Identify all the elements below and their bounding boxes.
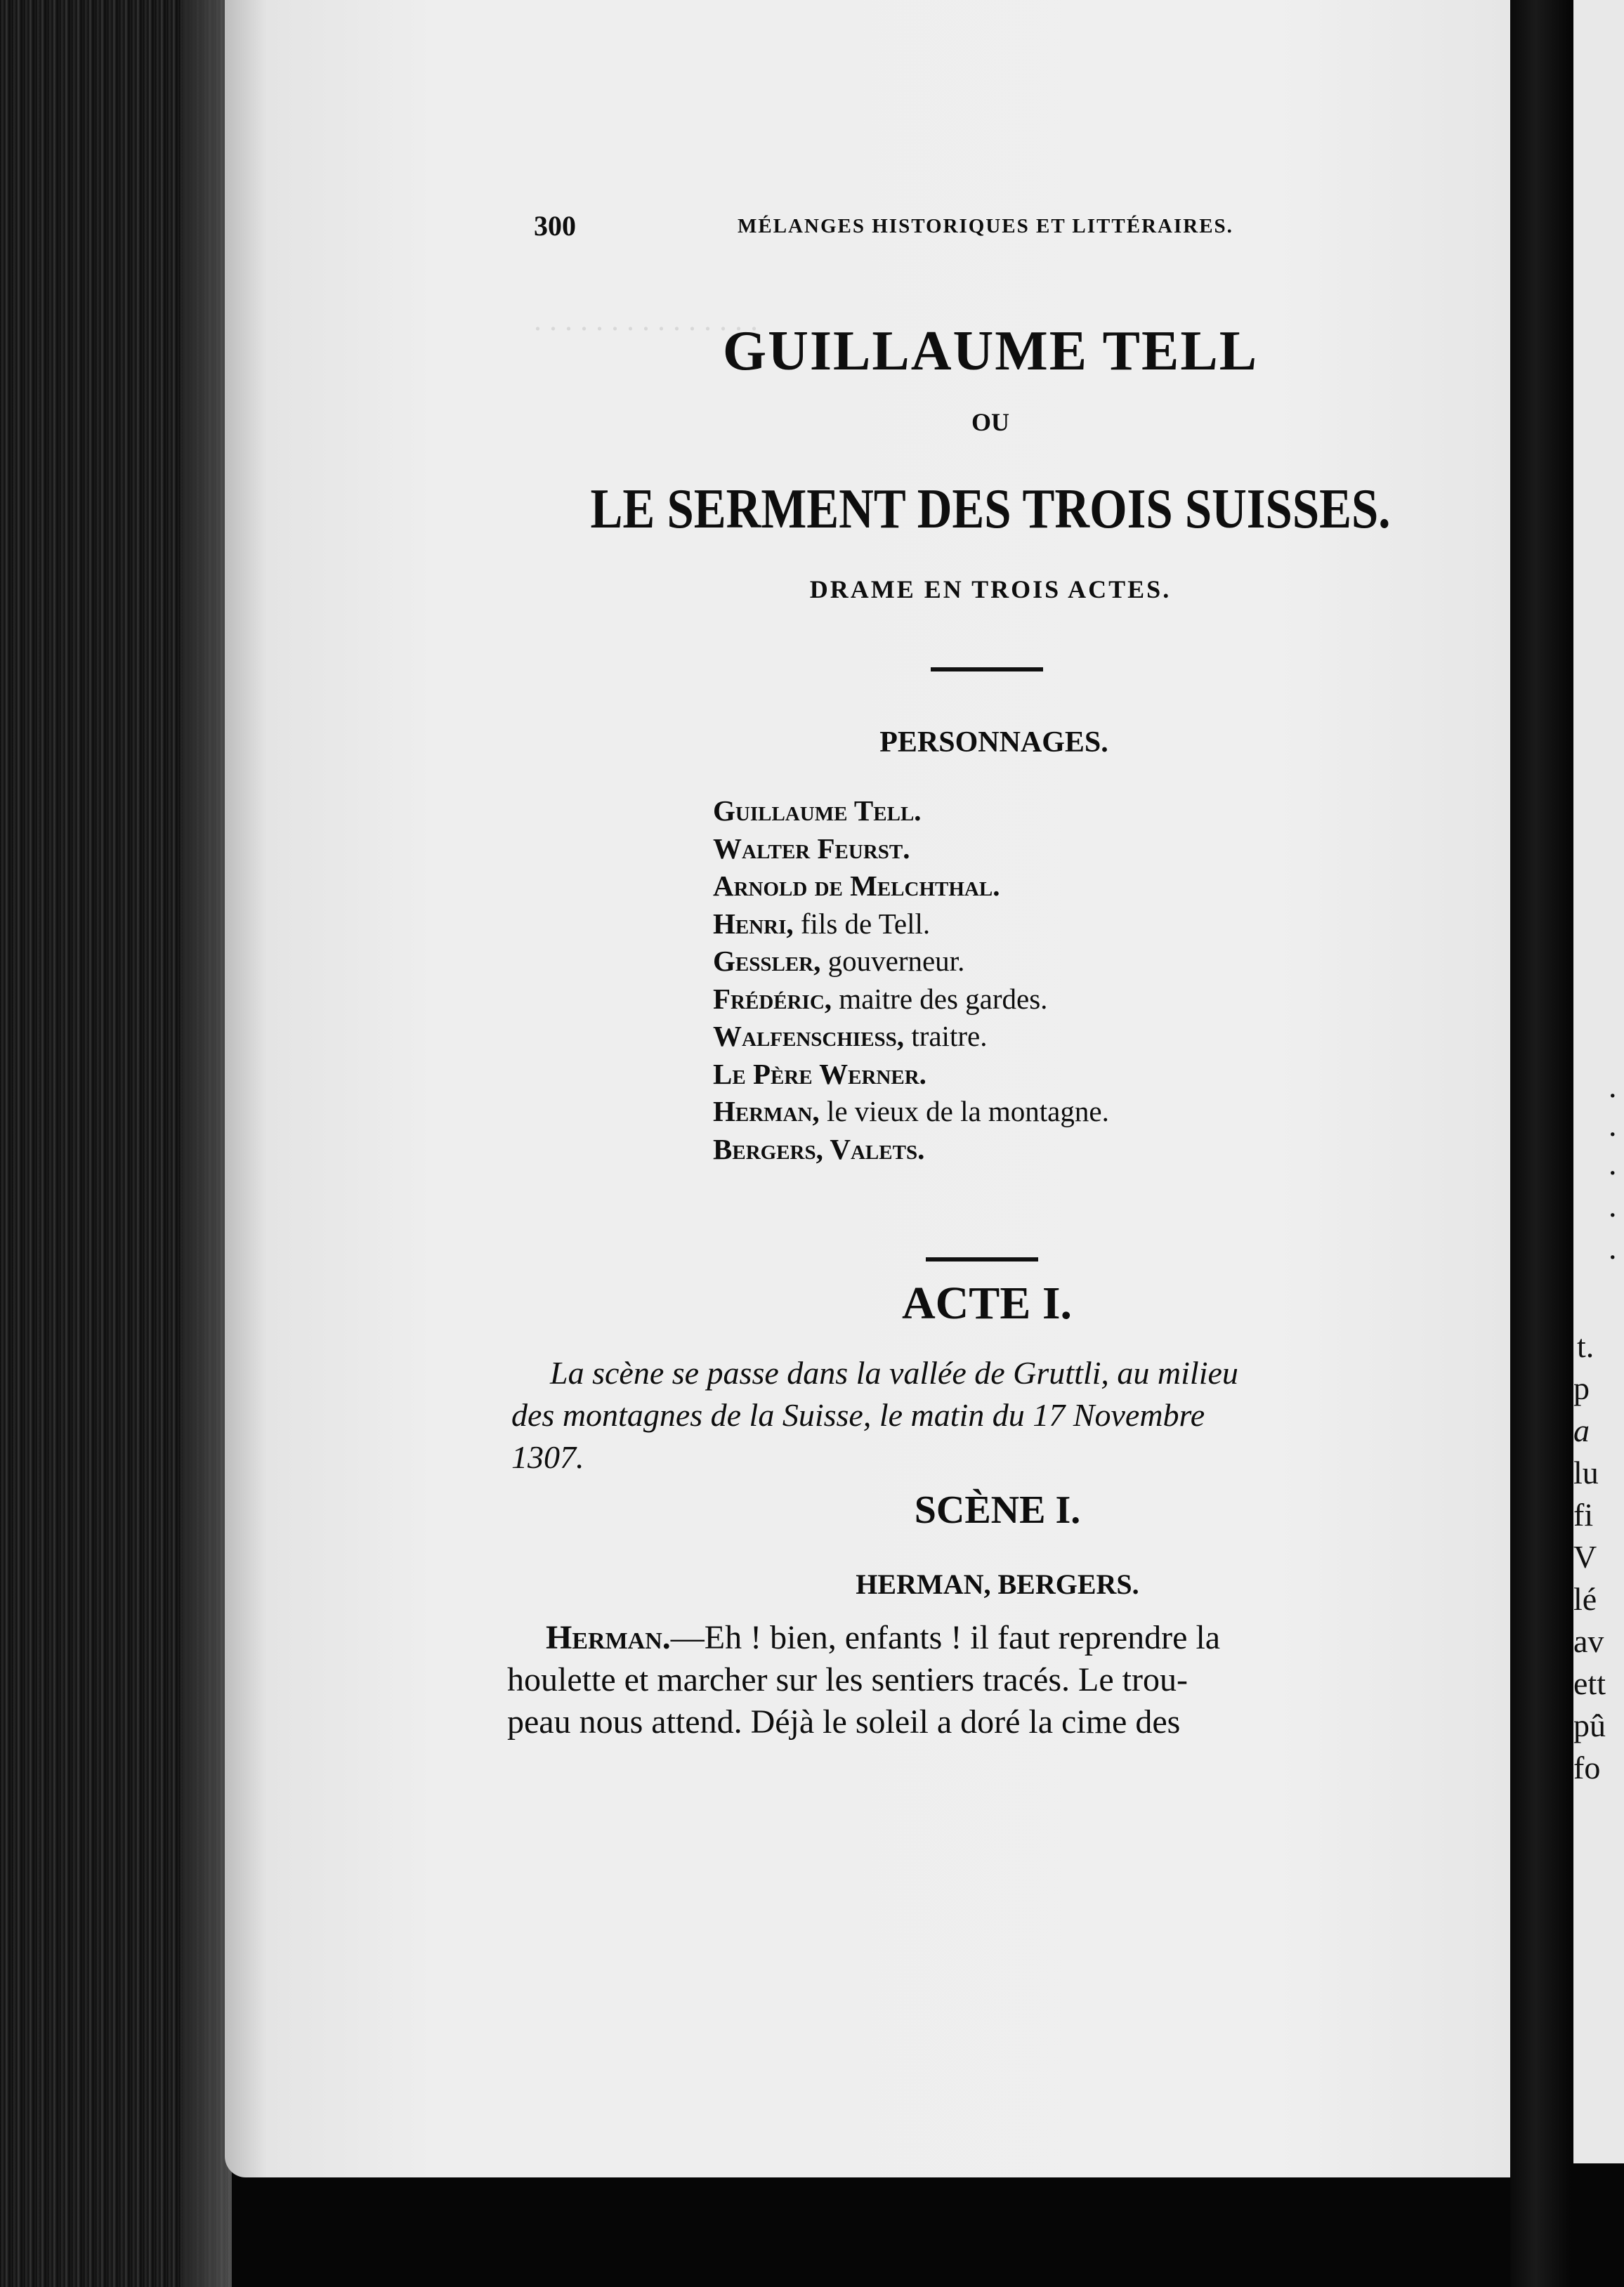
facing-text-fragment: fi	[1573, 1497, 1594, 1533]
facing-text-fragment: .	[1609, 1188, 1617, 1224]
facing-text-fragment: .	[1609, 1068, 1617, 1104]
cast-description: le vieux de la montagne.	[819, 1095, 1109, 1127]
cast-name: Walter Feurst.	[713, 832, 910, 865]
play-title-conjunction: OU	[971, 408, 1009, 436]
cast-item	[713, 905, 1486, 943]
cast-item	[713, 792, 1486, 830]
cast-name: Bergers, Valets.	[713, 1132, 925, 1165]
scene-heading: SCÈNE I.	[914, 1488, 1081, 1532]
play-title: GUILLAUME TELL	[722, 320, 1259, 382]
cast-name: Gessler,	[713, 945, 821, 977]
section-divider	[926, 1257, 1038, 1262]
facing-text-fragment: .	[1609, 1146, 1617, 1181]
facing-text-fragment: av	[1573, 1623, 1604, 1659]
cast-item	[713, 981, 1486, 1018]
play-subtitle: LE SERMENT DES TROIS SUISSES.	[590, 478, 1391, 540]
page-number: 300	[534, 210, 576, 242]
cast-name: Arnold de Melchthal.	[713, 870, 1000, 902]
facing-text-fragment: ett	[1573, 1665, 1606, 1701]
cast-item	[713, 867, 1486, 905]
setting-line: 1307.	[511, 1439, 584, 1475]
facing-text-fragment: V	[1573, 1539, 1597, 1575]
act-heading: ACTE I.	[901, 1278, 1073, 1329]
characters-heading: PERSONNAGES.	[879, 726, 1108, 759]
setting-line: La scène se passe dans la vallée de Gruttli, au milieu	[550, 1355, 1238, 1391]
running-head	[534, 209, 1447, 242]
facing-text-fragment: lé	[1573, 1581, 1597, 1617]
running-head-title: MÉLANGES HISTORIQUES ET LITTÉRAIRES.	[738, 215, 1233, 237]
book-binding-edge	[0, 0, 232, 2287]
cast-name: Herman,	[713, 1095, 820, 1127]
cast-item	[713, 830, 1486, 868]
bleed-through-text: . . . . . . . . . . . . . . .	[534, 303, 758, 337]
facing-text-fragment: .	[1609, 1230, 1617, 1266]
cast-item	[713, 1093, 1486, 1131]
play-genre: DRAME EN TROIS ACTES.	[809, 575, 1172, 603]
dialogue-line	[507, 1617, 1441, 1659]
facing-text-fragment: lu	[1573, 1455, 1599, 1490]
cast-name: Walfenschiess,	[713, 1020, 905, 1052]
cast-description: maitre des gardes.	[832, 982, 1048, 1015]
facing-text-fragment: pû	[1573, 1708, 1606, 1743]
speaker-name: Herman.	[546, 1619, 671, 1656]
dialogue-line: peau nous attend. Déjà le soleil a doré la cime des	[507, 1703, 1181, 1741]
facing-text-fragment: .	[1609, 1107, 1617, 1143]
facing-text-fragment: t.	[1577, 1328, 1594, 1364]
cast-item	[713, 1056, 1486, 1094]
cast-description: fils de Tell.	[793, 907, 931, 940]
section-divider	[931, 667, 1043, 671]
facing-text-fragment: a	[1573, 1413, 1590, 1448]
scene-characters: HERMAN, BERGERS.	[856, 1568, 1139, 1600]
setting-line: des montagnes de la Suisse, le matin du 17 Novembre	[511, 1397, 1205, 1433]
cast-item	[713, 943, 1486, 981]
cast-name: Frédéric,	[713, 982, 832, 1015]
cast-name: Guillaume Tell.	[713, 794, 922, 827]
cast-description: traitre.	[904, 1020, 988, 1052]
page-gutter	[1510, 0, 1573, 2287]
cast-item	[713, 1018, 1486, 1056]
dialogue-line: houlette et marcher sur les sentiers tracés. Le trou-	[507, 1661, 1188, 1698]
cast-name: Henri,	[713, 907, 794, 940]
cast-item	[713, 1131, 1486, 1169]
cast-description: gouverneur.	[820, 945, 965, 977]
facing-text-fragment: p	[1573, 1370, 1590, 1406]
facing-page-edge	[1573, 0, 1624, 2163]
cast-list	[713, 792, 1486, 1168]
cast-name: Le Père Werner.	[713, 1057, 926, 1090]
dialogue-text: —Eh ! bien, enfants ! il faut reprendre la	[670, 1619, 1221, 1656]
dialogue	[507, 1617, 1441, 1743]
facing-text-fragment: fo	[1573, 1750, 1601, 1785]
scene-setting	[511, 1352, 1446, 1479]
